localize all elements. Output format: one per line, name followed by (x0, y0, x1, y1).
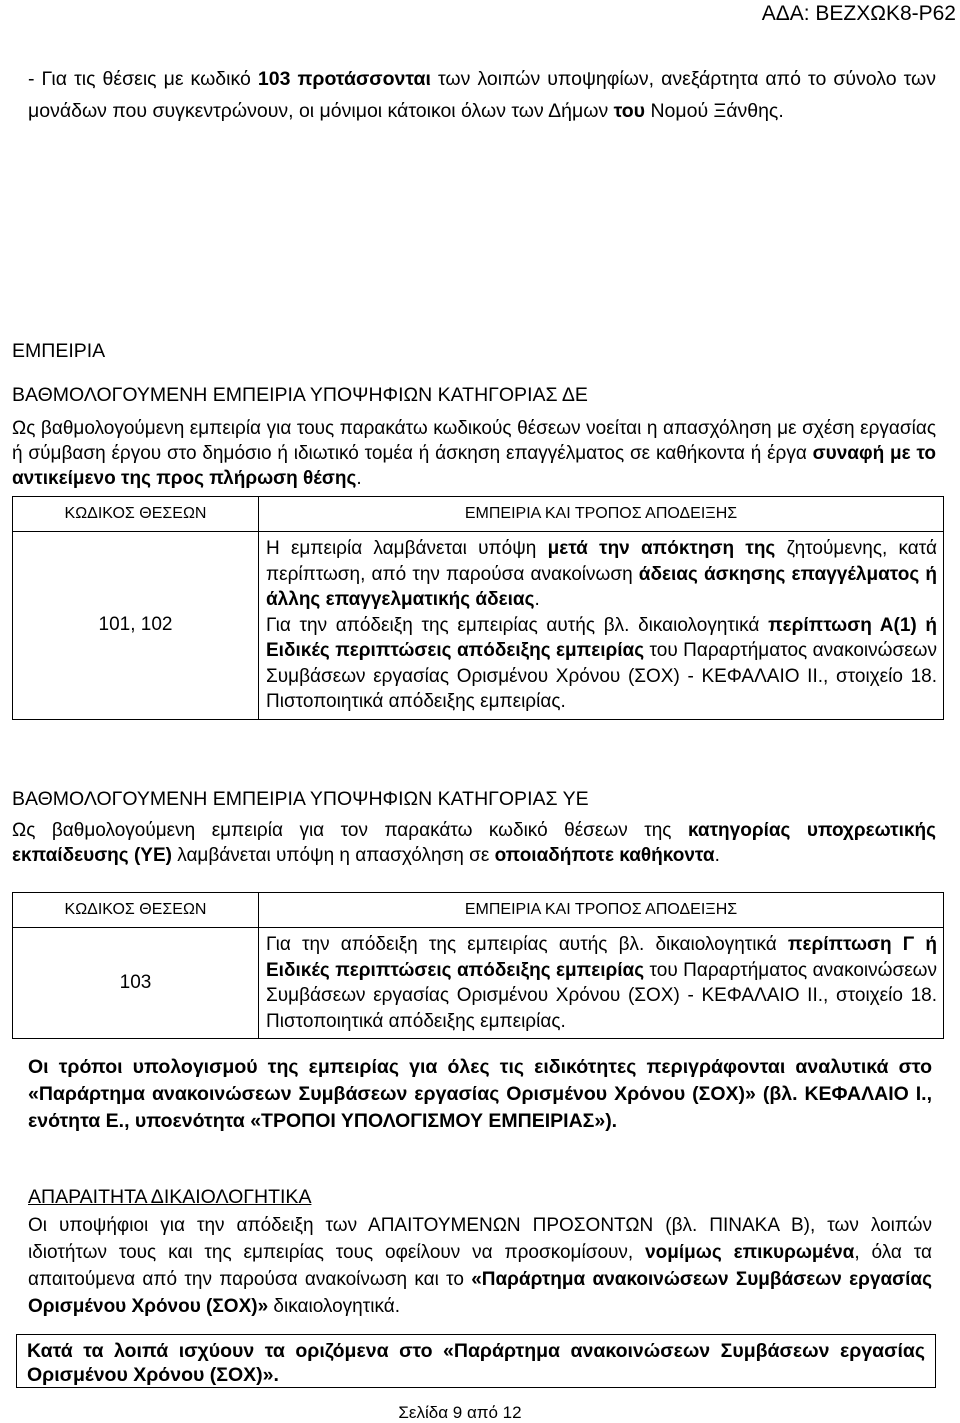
experience-description: Η εμπειρία λαμβάνεται υπόψη μετά την απόκτηση της ζητούμενης, κατά περίπτωση, από την παρούσα ανακοίνωση άδειας άσκησης επαγγέλματος ή άλλης επαγγελματικής άδειας. Για την απόδειξη της εμπειρίας αυτής βλ. δικαιολογητικά περίπτωση Α(1) ή Ειδικές περιπτώσεις απόδειξης εμπειρίας του Παραρτήματος ανακοινώσεων Συμβάσεων εργασίας Ορισμένου Χρόνου (ΣΟΧ) - ΚΕΦΑΛΑΙΟ ΙΙ., στοιχείο 18. Πιστοποιητικά απόδειξης εμπειρίας. (259, 532, 944, 720)
table-header-code: ΚΩΔΙΚΟΣ ΘΕΣΕΩΝ (13, 893, 259, 928)
de-paragraph: Ως βαθμολογούμενη εμπειρία για τους παρακάτω κωδικούς θέσεων νοείται η απασχόληση με σχέση εργασίας ή σύμβαση έργου στο δημόσιο ή ιδιωτικό τομέα ή άσκηση επαγγέλματος σε καθήκοντα ή έργα συναφή με το αντικείμενο της προς πλήρωση θέσης. (12, 418, 936, 489)
section-title: ΕΜΠΕΙΡΙΑ (12, 340, 106, 362)
ada-code: ΑΔΑ: ΒΕΖΧΩΚ8-Ρ62 (761, 2, 956, 25)
ye-paragraph: Ως βαθμολογούμενη εμπειρία για τον παρακάτω κωδικό θέσεων της κατηγορίας υποχρεωτικής εκπαίδευσης (ΥΕ) λαμβάνεται υπόψη η απασχόληση σε οποιαδήποτε καθήκοντα. (12, 820, 937, 866)
ye-heading: ΒΑΘΜΟΛΟΓΟΥΜΕΝΗ ΕΜΠΕΙΡΙΑ ΥΠΟΨΗΦΙΩΝ ΚΑΤΗΓΟΡΙΑΣ ΥΕ (12, 788, 589, 810)
intro-paragraph: - Για τις θέσεις με κωδικό 103 προτάσσονται των λοιπών υποψηφίων, ανεξάρτητα από το σύνολο των μονάδων που συγκεντρώνουν, οι μόνιμοι κάτοικοι όλων των Δήμων του Νομού Ξάνθης. (28, 68, 936, 122)
table-header-experience: ΕΜΠΕΙΡΙΑ ΚΑΙ ΤΡΟΠΟΣ ΑΠΟΔΕΙΞΗΣ (259, 497, 944, 532)
calculation-methods-paragraph: Οι τρόποι υπολογισμού της εμπειρίας για όλες τις ειδικότητες περιγράφονται αναλυτικά στο «Παράρτημα ανακοινώσεων Συμβάσεων εργασίας Ορισμένου Χρόνου (ΣΟΧ)» (βλ. ΚΕΦΑΛΑΙΟ Ι., ενότητα Ε., υποενότητα «ΤΡΟΠΟΙ ΥΠΟΛΟΓΙΣΜΟΥ ΕΜΠΕΙΡΙΑΣ»). (28, 1056, 932, 1132)
position-code: 103 (13, 928, 259, 1039)
required-documents-heading: ΑΠΑΡΑΙΤΗΤΑ ΔΙΚΑΙΟΛΟΓΗΤΙΚΑ (28, 1186, 312, 1208)
position-code: 101, 102 (13, 532, 259, 720)
de-heading: ΒΑΘΜΟΛΟΓΟΥΜΕΝΗ ΕΜΠΕΙΡΙΑ ΥΠΟΨΗΦΙΩΝ ΚΑΤΗΓΟΡΙΑΣ ΔΕ (12, 384, 588, 406)
experience-description: Για την απόδειξη της εμπειρίας αυτής βλ. δικαιολογητικά περίπτωση Γ ή Ειδικές περιπτώσεις απόδειξης εμπειρίας του Παραρτήματος ανακοινώσεων Συμβάσεων εργασίας Ορισμένου Χρόνου (ΣΟΧ) - ΚΕΦΑΛΑΙΟ ΙΙ., στοιχείο 18. Πιστοποιητικά απόδειξης εμπειρίας. (259, 928, 944, 1039)
table-header-code: ΚΩΔΙΚΟΣ ΘΕΣΕΩΝ (13, 497, 259, 532)
page-number: Σελίδα 9 από 12 (398, 1403, 522, 1422)
closing-note-box: Κατά τα λοιπά ισχύουν τα οριζόμενα στο «Παράρτημα ανακοινώσεων Συμβάσεων εργασίας Ορισμένου Χρόνου (ΣΟΧ)». (16, 1334, 936, 1388)
table-header-experience: ΕΜΠΕΙΡΙΑ ΚΑΙ ΤΡΟΠΟΣ ΑΠΟΔΕΙΞΗΣ (259, 893, 944, 928)
required-documents-paragraph: Οι υποψήφιοι για την απόδειξη των ΑΠΑΙΤΟΥΜΕΝΩΝ ΠΡΟΣΟΝΤΩΝ (βλ. ΠΙΝΑΚΑ Β), των λοιπών ιδιοτήτων τους και της εμπειρίας τους οφείλουν να προσκομίσουν, νομίμως επικυρωμένα, όλα τα απαιτούμενα από την παρούσα ανακοίνωση και το «Παράρτημα ανακοινώσεων Συμβάσεων εργασίας Ορισμένου Χρόνου (ΣΟΧ)» δικαιολογητικά. (28, 1215, 933, 1317)
experience-table-de (12, 496, 944, 720)
experience-table-ye (12, 892, 944, 1039)
